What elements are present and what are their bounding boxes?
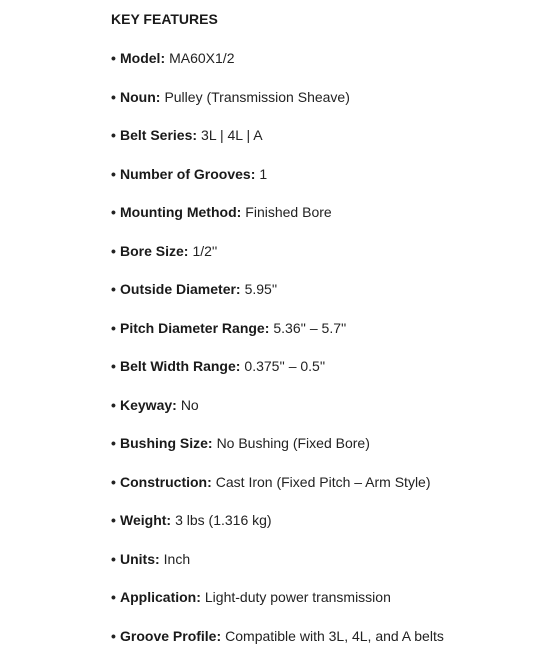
feature-label: Mounting Method: <box>120 204 242 220</box>
feature-value: Pulley (Transmission Sheave) <box>164 88 350 105</box>
bullet: • <box>111 627 116 644</box>
feature-belt-width-range <box>111 358 551 374</box>
feature-label: Weight: <box>120 512 172 528</box>
feature-value: 5.95'' <box>244 281 278 297</box>
feature-label: Outside Diameter: <box>120 281 241 297</box>
feature-bushing-size <box>111 435 551 451</box>
feature-label: Bushing Size: <box>120 435 213 451</box>
bullet: • <box>111 396 116 413</box>
feature-value: Compatible with 3L, 4L, and A belts <box>225 627 444 644</box>
bullet: • <box>111 512 116 528</box>
bullet: • <box>111 242 116 259</box>
feature-groove-profile <box>111 628 551 644</box>
feature-construction <box>111 474 551 490</box>
feature-keyway <box>111 397 551 413</box>
feature-label: Keyway: <box>120 396 177 413</box>
feature-label: Belt Width Range: <box>120 358 241 374</box>
bullet: • <box>111 50 116 66</box>
bullet: • <box>111 358 116 374</box>
bullet: • <box>111 165 116 182</box>
feature-mounting-method <box>111 204 551 220</box>
bullet: • <box>111 88 116 105</box>
feature-label: Units: <box>120 550 160 567</box>
feature-number-of-grooves <box>111 166 551 182</box>
feature-model <box>111 50 551 66</box>
feature-value: 1 <box>259 165 268 182</box>
feature-pitch-diameter-range <box>111 320 551 336</box>
feature-value: No Bushing (Fixed Bore) <box>216 435 370 451</box>
bullet: • <box>111 319 116 336</box>
feature-value: Finished Bore <box>245 204 332 220</box>
feature-units <box>111 551 551 567</box>
bullet: • <box>111 473 116 490</box>
feature-label: Bore Size: <box>120 242 189 259</box>
bullet: • <box>111 589 116 605</box>
feature-label: Groove Profile: <box>120 627 222 644</box>
feature-outside-diameter <box>111 281 551 297</box>
bullet: • <box>111 204 116 220</box>
feature-weight <box>111 512 551 528</box>
bullet: • <box>111 435 116 451</box>
feature-value: 0.375'' – 0.5'' <box>244 358 326 374</box>
feature-bore-size <box>111 243 551 259</box>
feature-label: Model: <box>120 50 166 66</box>
feature-label: Belt Series: <box>120 127 198 143</box>
feature-value: 5.36'' – 5.7'' <box>273 319 347 336</box>
feature-noun <box>111 89 551 105</box>
feature-belt-series <box>111 127 551 143</box>
feature-value: 3L | 4L | A <box>201 127 263 143</box>
section-heading: KEY FEATURES <box>111 11 218 27</box>
feature-application <box>111 589 551 605</box>
feature-label: Application: <box>120 589 201 605</box>
key-features-section <box>111 11 551 644</box>
feature-label: Number of Grooves: <box>120 165 256 182</box>
feature-value: Cast Iron (Fixed Pitch – Arm Style) <box>215 473 431 490</box>
bullet: • <box>111 281 116 297</box>
feature-value: Light-duty power transmission <box>204 589 391 605</box>
feature-label: Construction: <box>120 473 212 490</box>
feature-label: Pitch Diameter Range: <box>120 319 270 336</box>
feature-value: MA60X1/2 <box>169 50 235 66</box>
features-list <box>111 50 551 644</box>
bullet: • <box>111 127 116 143</box>
feature-label: Noun: <box>120 88 161 105</box>
feature-value: 1/2'' <box>192 242 218 259</box>
feature-value: Inch <box>163 550 191 567</box>
feature-value: 3 lbs (1.316 kg) <box>175 512 272 528</box>
bullet: • <box>111 550 116 567</box>
feature-value: No <box>180 396 199 413</box>
